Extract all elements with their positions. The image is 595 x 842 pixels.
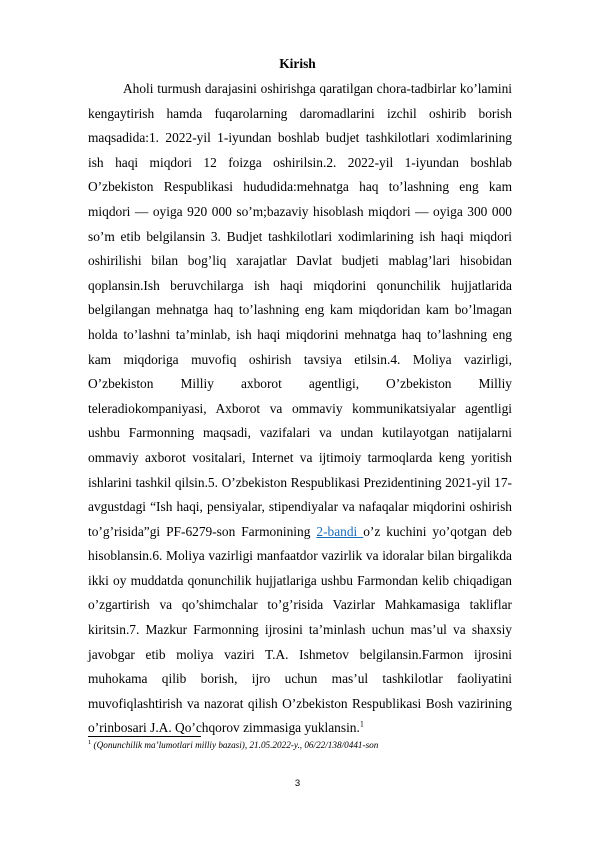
page-title: Kirish [279, 56, 316, 71]
paragraph-text-part1: Aholi turmush darajasini oshirishga qaratilgan chora-tadbirlar ko’lamini kengaytirish hamda fuqarolarning daromadlarini izchil oshirib borish maqsadida:1. 2022-yil 1-iyundan boshlab budjet tashkilotlari xodimlarining ish haqi miqdori 12 foizga oshirilsin.2. 2022-yil 1-iyundan boshlab O’zbekiston Respublikasi hududida:mehnatga haq to’lashning eng kam miqdori — oyiga 920 000 so’m;bazaviy hisoblash miqdori — oyiga 300 000 so’m etib belgilansin 3. Budjet tashkilotlari xodimlarining ish haqi miqdori oshirilishi bilan bog’liq xarajatlar Davlat budjeti mablag’lari hisobidan qoplansin.Ish beruvchilarga ish haqi miqdorini qonunchilik hujjatlarida belgilangan mehnatga haq to’lashning eng kam miqdoridan kam bo’lmagan holda to’lashni ta’minlab, ish haqi miqdorini mehnatga haq to’lashning eng kam miqdoriga muvofiq oshirish tavsiya etilsin.4. Moliya vazirligi, O’zbekiston Milliy axborot agentligi, O’zbekiston Milliy teleradiokompaniyasi, Axborot va ommaviy kommunikatsiyalar agentligi ushbu Farmonning maqsadi, vazifalari va undan kutilayotgan natijalarni ommaviy axborot vositalari, Internet va ijtimoiy tarmoqlarda keng yoritish ishlarini tashkil qilsin.5. O’zbekiston Respublikasi Prezidentining 2021-yil 17-avgustdagi “Ish haqi, pensiyalar, stipendiyalar va nafaqalar miqdorini oshirish to’g’risida”gi PF-6279-son Farmonining [88, 81, 512, 539]
footnote-separator [88, 736, 201, 737]
footnote [88, 740, 512, 750]
body-paragraph [88, 77, 512, 741]
page-number: 3 [294, 778, 301, 789]
footnote-number: 1 [88, 738, 92, 746]
farmon-clause-link[interactable]: 2-bandi [316, 523, 364, 539]
footnote-text: (Qonunchilik ma’lumotlari milliy bazasi), 21.05.2022-y., 06/22/138/0441-son [91, 740, 379, 750]
paragraph-text-part2: o’z kuchini yo’qotgan deb hisoblansin.6. Moliya vazirligi manfaatdor vazirlik va idoralar bilan birgalikda ikki oy muddatda qonunchilik hujjatlariga ushbu Farmondan kelib chiqadigan o’zgartirish va qo’shimchalar to’g’risida Vazirlar Mahkamasiga takliflar kiritsin.7. Mazkur Farmonning ijrosini ta’minlash uchun mas’ul va shaxsiy javobgar etib moliya vaziri T.A. Ishmetov belgilansin.Farmon ijrosini muhokama qilib borish, ijro uchun mas’ul tashkilotlar faoliyatini muvofiqlashtirish va nazorat qilish O’zbekiston Respublikasi Bosh vazirining o’rinbosari J.A. Qo’chqorov zimmasiga yuklansin. [88, 523, 512, 736]
footnote-reference[interactable]: 1 [359, 719, 364, 729]
